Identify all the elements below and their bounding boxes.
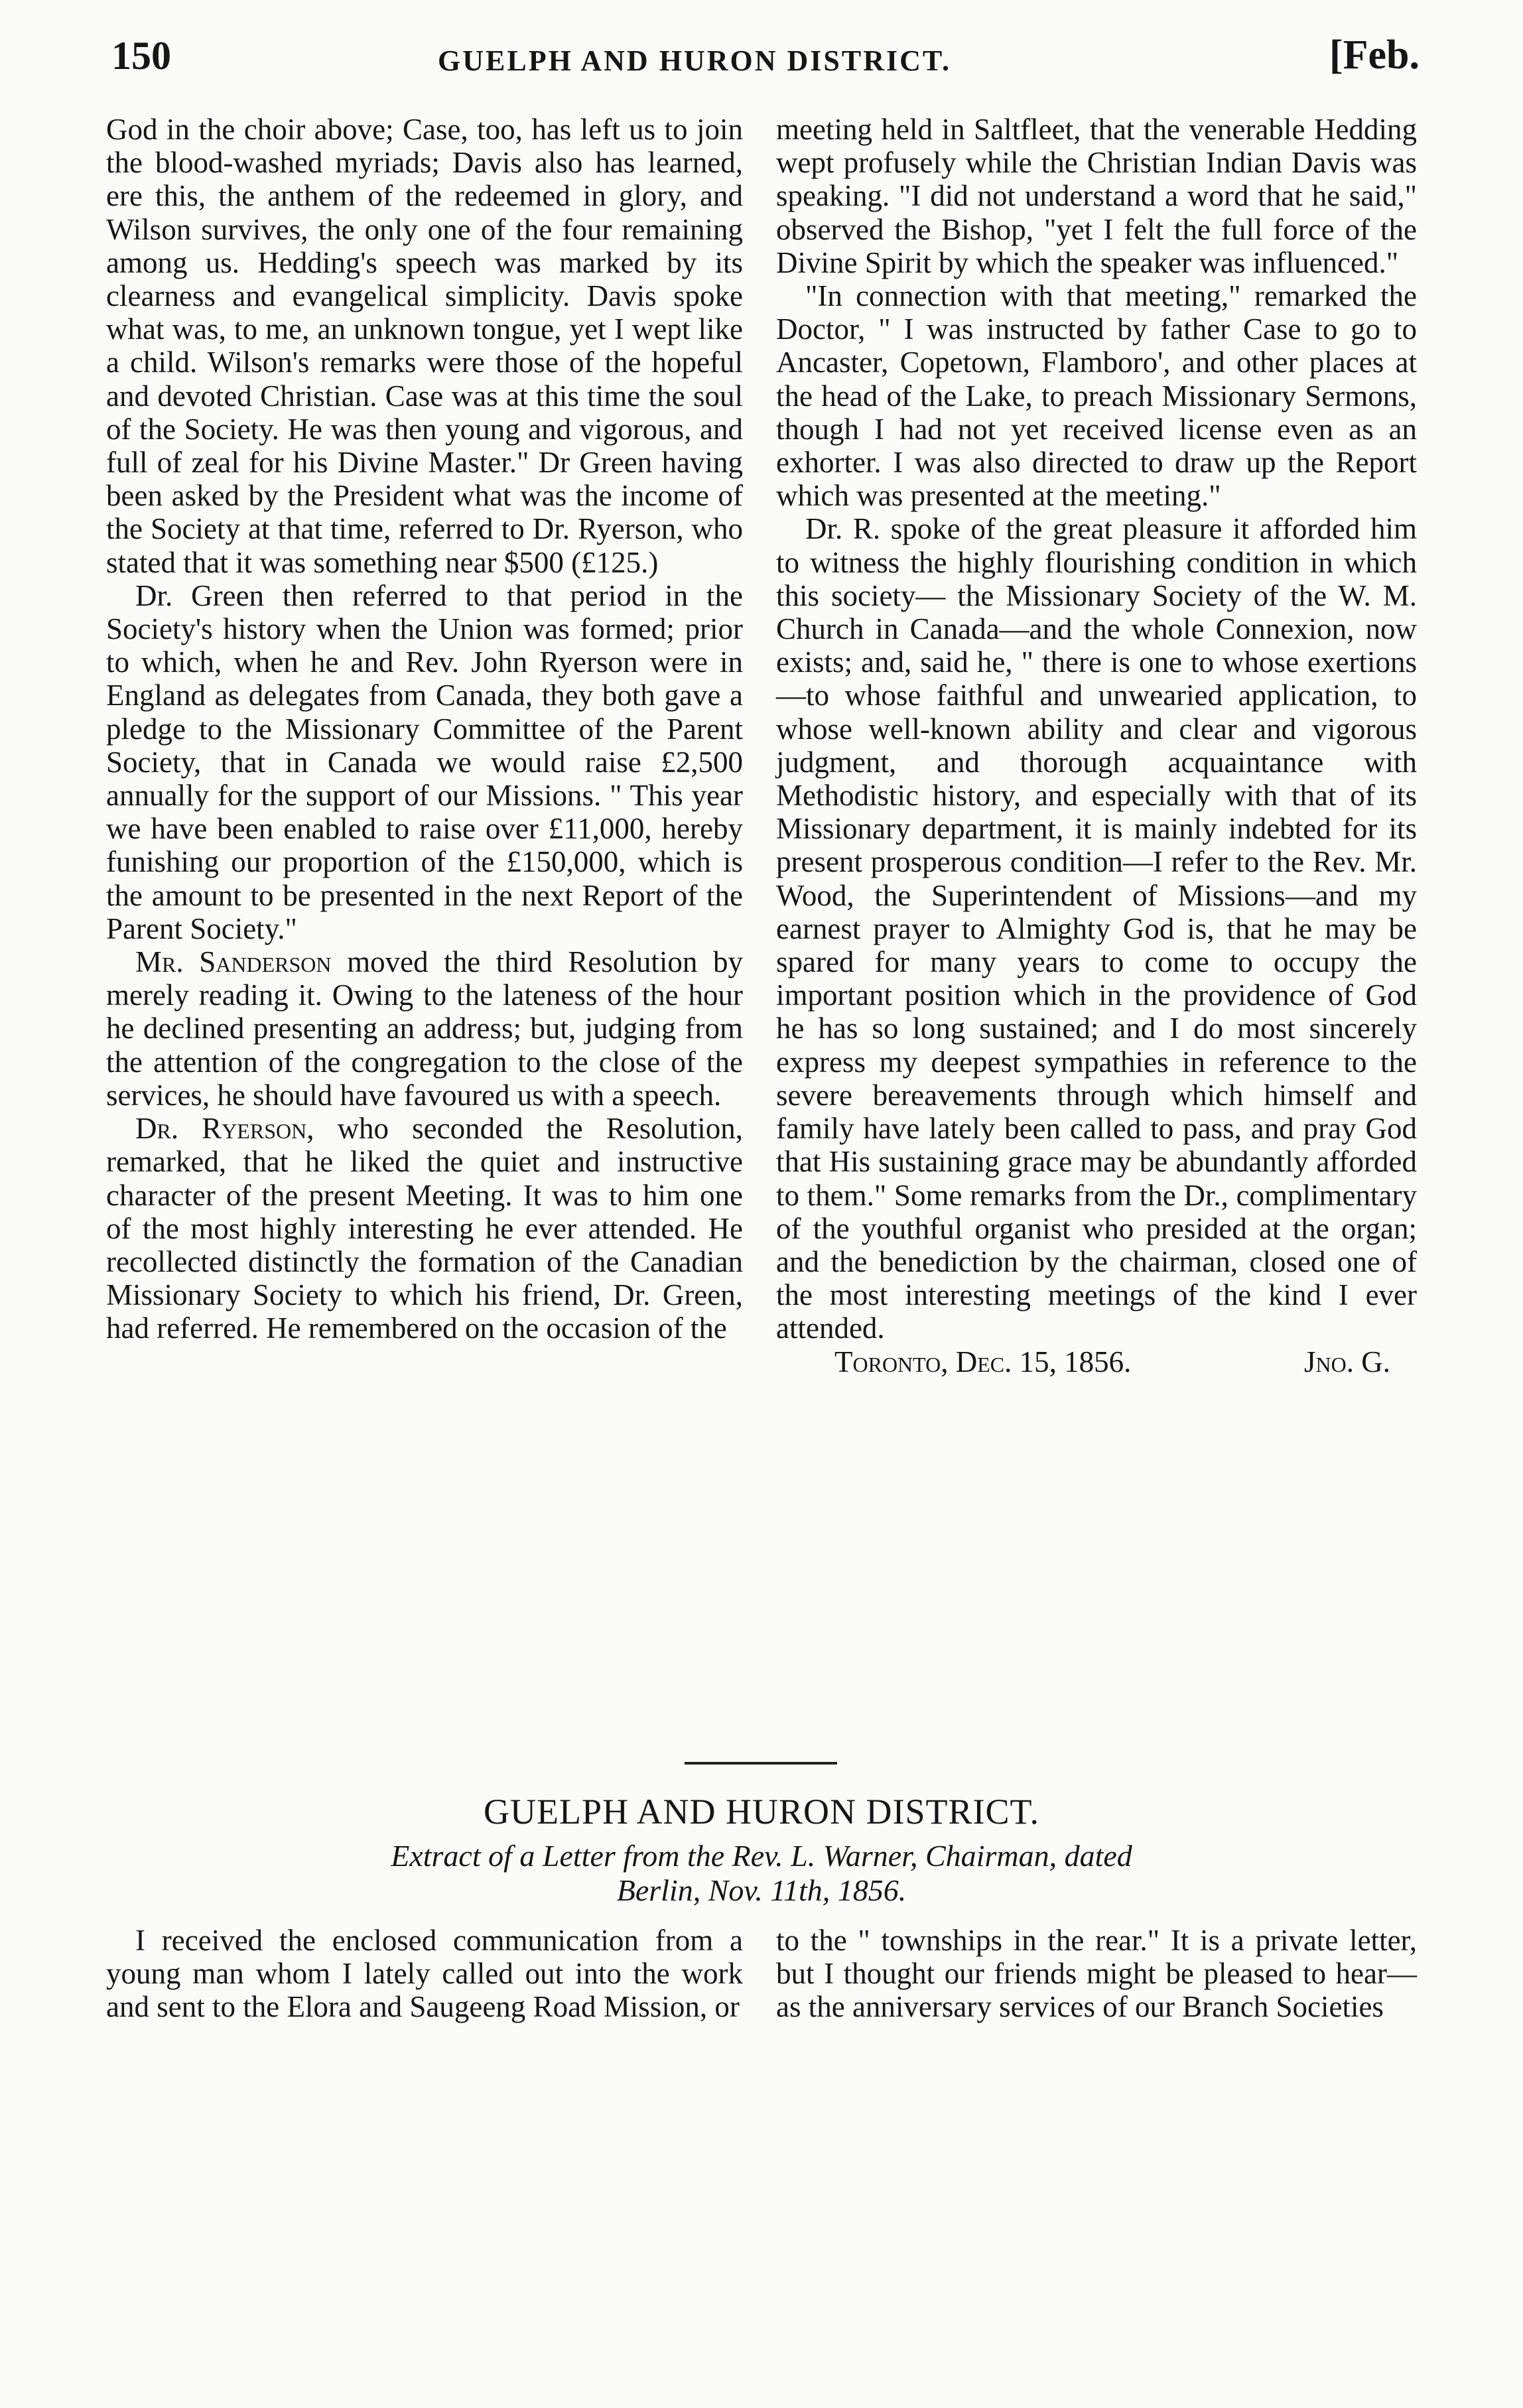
place-date: Toronto, Dec. 15, 1856. [834,1345,1132,1378]
right-column [776,113,1417,1378]
page-number: 150 [111,34,171,78]
section-left-column [106,1924,743,2024]
section-right-column [776,1924,1417,2024]
subtitle-line: Extract of a Letter from the Rev. L. Warner, Chairman, dated [391,1839,1132,1873]
paragraph: Mr. Sanderson moved the third Resolution by merely reading it. Owing to the lateness of the hour he declined presenting an address; but, judging from the attention of the congregation to the close of the services, he should have favoured us with a speech. [106,945,744,1112]
paragraph: "In connection with that meeting," remarked the Doctor, " I was instructed by father Case to go to Ancaster, Copetown, Flamboro', and other places at the head of the Lake, to preach Missionary Sermons, though I had not yet received license even as an exhorter. I was also directed to draw up the Report which was presented at the meeting." [776,279,1417,513]
paragraph: Dr. R. spoke of the great pleasure it afforded him to witness the highly flourishing condition in which this society— the Missionary Society of the W. M. Church in Canada—and the whole Connexion, now exists; and, said he, " there is one to whose exertions—to whose faithful and unwearied application, to whose well-known ability and clear and vigorous judgment, and thorough acquaintance with Methodistic history, and especially with that of its Missionary department, it is mainly indebted for its present prosperous condition—I refer to the Rev. Mr. Wood, the Superintendent of Missions—and my earnest prayer to Almighty God is, that he may be spared for many years to come to occupy the important position which in the providence of God he has so long sustained; and I do most sincerely express my deepest sympathies in reference to the severe bereavements through which himself and family have lately been called to pass, and pray God that His sustaining grace may be abundantly afforded to them." Some remarks from the Dr., complimentary of the youthful organist who presided at the organ; and the benediction by the chairman, closed one of the most interesting meetings of the kind I ever attended. [776,512,1417,1345]
running-month: [Feb. [1329,33,1420,78]
signature: Jno. G. [1304,1345,1390,1378]
paragraph: Dr. Green then referred to that period in the Society's history when the Union was formed; prior to which, when he and Rev. John Ryerson were in England as delegates from Canada, they both gave a pledge to the Missionary Committee of the Parent Society, that in Canada we would raise £2,500 annually for the support of our Missions. " This year we have been enabled to raise over £11,000, hereby funishing our proportion of the £150,000, which is the amount to be presented in the next Report of the Parent Society." [106,578,743,945]
paragraph: to the " townships in the rear." It is a private letter, but I thought our friends might be pleased to hear—as the anniversary services of our Branch Societies [776,1924,1417,2024]
paragraph: meeting held in Saltfleet, that the venerable Hedding wept profusely while the Christian Indian Davis was speaking. "I did not understand a word that he said," observed the Bishop, "yet I felt the full force of the Divine Spirit by which the speaker was influenced." [776,113,1417,279]
section-title: GUELPH AND HURON DISTRICT. [483,1792,1039,1832]
speaker-name: Dr. Ryerson, [135,1112,314,1146]
section-divider [685,1762,837,1765]
paragraph: God in the choir above; Case, too, has left us to join the blood-washed myriads; Davis also has learned, ere this, the anthem of the redeemed in glory, and Wilson survives, the only one of the four remaining among us. Hedding's speech was marked by its clearness and evangelical simplicity. Davis spoke what was, to me, an unknown tongue, yet I wept like a child. Wilson's remarks were those of the hopeful and devoted Christian. Case was at this time the soul of the Society. He was then young and vigorous, and full of zeal for his Divine Master." Dr Green having been asked by the President what was the income of the Society at that time, referred to Dr. Ryerson, who stated that it was something near $500 (£125.) [106,113,743,579]
left-column [106,113,743,1345]
speaker-name: Mr. Sanderson [135,945,332,979]
paragraph: Dr. Ryerson, who seconded the Resolution, remarked, that he liked the quiet and instructive character of the present Meeting. It was to him one of the most highly interesting he ever attended. He recollected distinctly the formation of the Canadian Missionary Society to which his friend, Dr. Green, had referred. He remembered on the occasion of the [106,1112,743,1345]
running-head [111,27,1420,86]
subtitle-line: Berlin, Nov. 11th, 1856. [616,1873,907,1907]
section-subtitle [106,1839,1417,1908]
signoff [776,1345,1417,1378]
running-title: GUELPH AND HURON DISTRICT. [438,44,951,77]
paragraph: I received the enclosed communication from a young man whom I lately called out into the work and sent to the Elora and Saugeeng Road Mission, or [106,1924,743,2024]
